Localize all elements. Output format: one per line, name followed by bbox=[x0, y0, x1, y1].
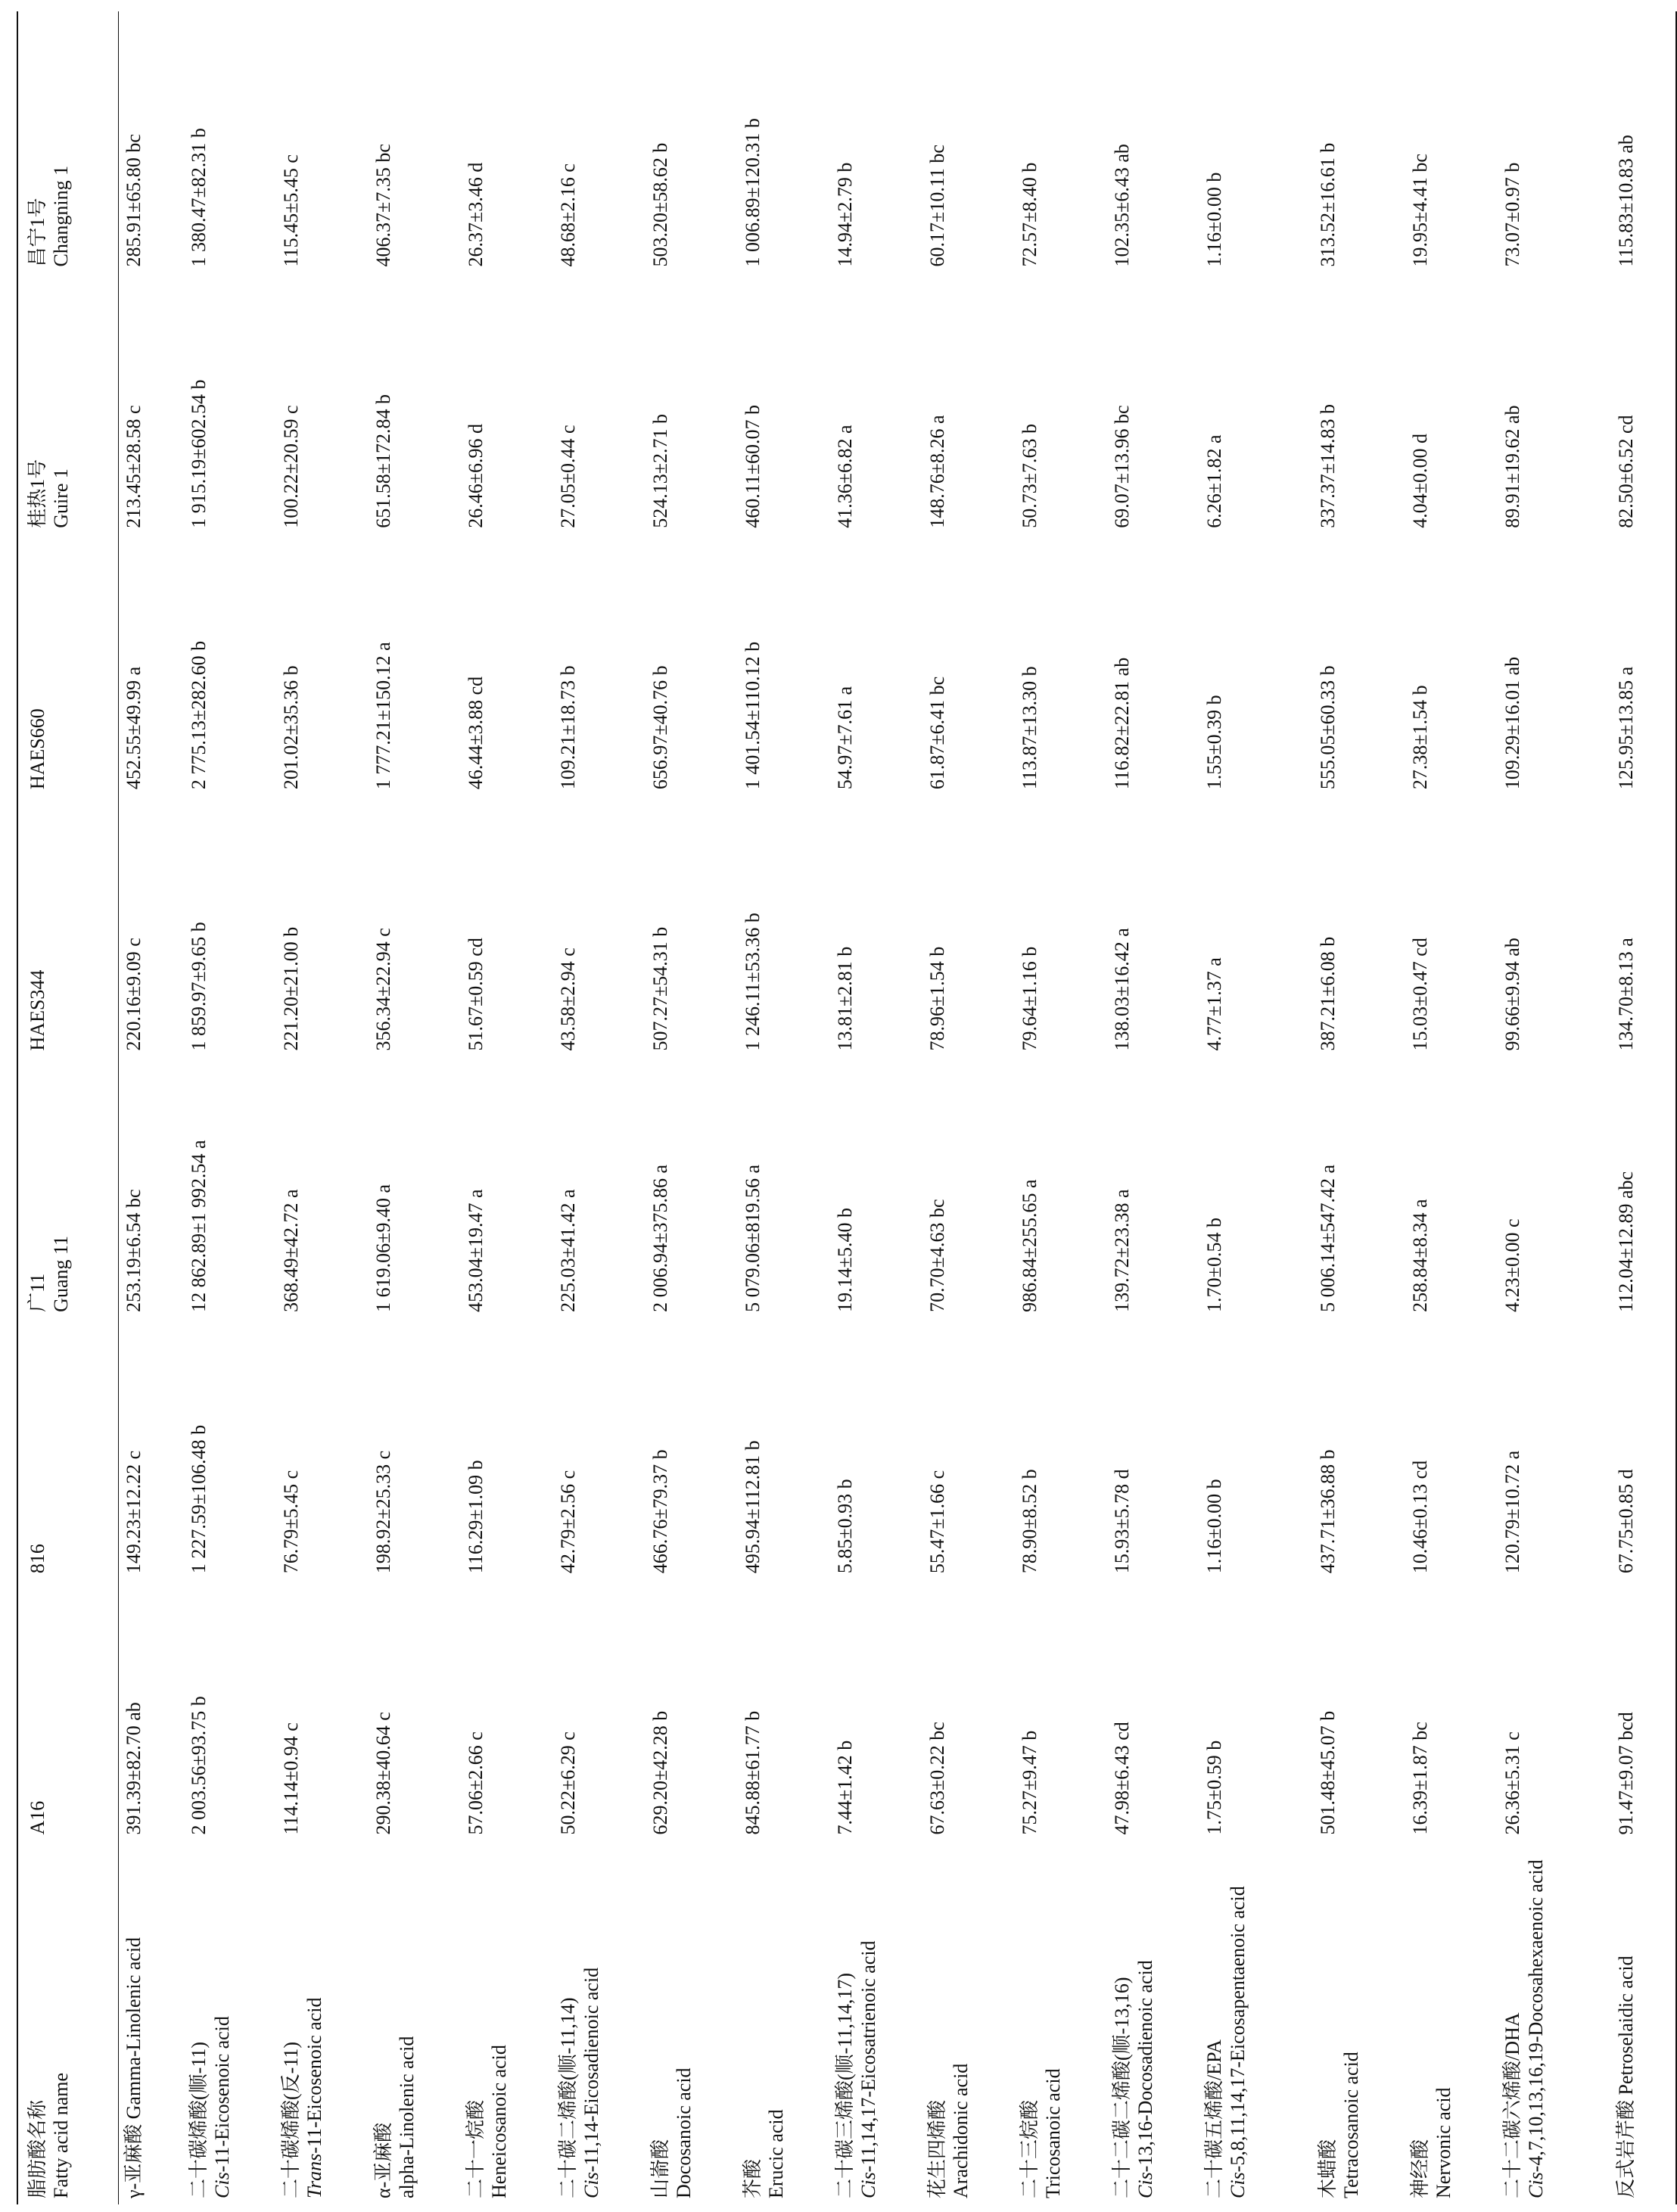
fatty-acid-name-cell bbox=[1313, 1841, 1405, 2204]
value-cell: 5 006.14±547.42 a bbox=[1316, 1165, 1339, 1312]
value-cell: 986.84±255.65 a bbox=[1018, 1179, 1041, 1312]
value-cell: 149.23±12.22 c bbox=[123, 1450, 145, 1574]
value-cell: 79.64±1.16 b bbox=[1018, 946, 1041, 1051]
fatty-acid-name-cell bbox=[184, 1841, 276, 2204]
value-cell: 290.38±40.64 c bbox=[372, 1712, 394, 1835]
fatty-acid-en-text: -11-Eicosenoic acid bbox=[303, 1997, 325, 2154]
fatty-acid-en-text: -11-Eicosenoic acid bbox=[210, 2016, 233, 2173]
value-cell: 387.21±6.08 b bbox=[1316, 936, 1339, 1051]
value-cell: 16.39±1.87 bc bbox=[1408, 1722, 1431, 1835]
table-row bbox=[1405, 11, 1498, 2204]
header-variety bbox=[17, 1318, 119, 1579]
fatty-acid-cn-name: 二十碳二烯酸(顺-11,14) bbox=[556, 1997, 579, 2198]
table-row bbox=[1498, 11, 1611, 2204]
value-cell: 57.06±2.66 c bbox=[464, 1731, 487, 1835]
value-cell: 5.85±0.93 b bbox=[833, 1479, 856, 1574]
value-cell: 7.44±1.42 b bbox=[833, 1740, 856, 1835]
table-row bbox=[1313, 11, 1405, 2204]
header-variety bbox=[17, 11, 119, 272]
fatty-acid-cn-name: 二十碳三烯酸(顺-11,14,17) bbox=[833, 1972, 856, 2198]
fatty-acid-en-name bbox=[1432, 1847, 1455, 2198]
fatty-acid-en-name bbox=[1524, 1847, 1548, 2198]
header-cn-label: 桂热1号 bbox=[26, 459, 48, 528]
value-cell: 1 915.19±602.54 b bbox=[187, 379, 210, 528]
value-cell: 2 775.13±282.60 b bbox=[187, 640, 210, 790]
value-cell: 1.70±0.54 b bbox=[1203, 1218, 1225, 1312]
value-cell: 50.22±6.29 c bbox=[556, 1731, 579, 1835]
fatty-acid-en-text: -13,16-Docosadienoic acid bbox=[1134, 1960, 1156, 2173]
header-cn-label: 昌宁1号 bbox=[26, 198, 48, 267]
fatty-acid-name-cell bbox=[461, 1841, 553, 2204]
fatty-acid-en-text: Arachidonic acid bbox=[949, 2063, 972, 2198]
fatty-acid-cn-name: 二十二碳二烯酸(顺-13,16) bbox=[1110, 1977, 1133, 2198]
header-en-label: Guire 1 bbox=[50, 468, 72, 528]
table-row bbox=[923, 11, 1015, 2204]
value-cell: 466.76±79.37 b bbox=[649, 1449, 671, 1574]
value-cell: 253.19±6.54 bc bbox=[123, 1189, 145, 1312]
fatty-acid-name-cell bbox=[646, 1841, 738, 2204]
table-row bbox=[646, 11, 738, 2204]
value-cell: 27.38±1.54 b bbox=[1408, 685, 1431, 790]
table-row bbox=[276, 11, 369, 2204]
value-cell: 67.63±0.22 bc bbox=[926, 1722, 948, 1835]
table-row bbox=[119, 11, 184, 2204]
fatty-acid-name-cell bbox=[553, 1841, 646, 2204]
header-cn-label: 广11 bbox=[26, 1273, 48, 1312]
fatty-acid-isomer-prefix: Cis bbox=[210, 2172, 233, 2198]
header-variety bbox=[17, 1056, 119, 1318]
value-cell: 60.17±10.11 bc bbox=[926, 145, 948, 267]
value-cell: 1.16±0.00 b bbox=[1203, 1479, 1225, 1574]
value-cell: 26.37±3.46 d bbox=[464, 162, 487, 267]
table-header-row bbox=[17, 11, 119, 2204]
value-cell: 845.88±61.77 b bbox=[741, 1710, 764, 1835]
value-cell: 6.26±1.82 a bbox=[1203, 434, 1225, 528]
table-row bbox=[553, 11, 646, 2204]
fatty-acid-cn-name: 二十碳烯酸(顺-11) bbox=[187, 2041, 210, 2198]
value-cell: 116.29±1.09 b bbox=[464, 1460, 487, 1574]
header-en-label: Guang 11 bbox=[50, 1235, 72, 1312]
value-cell: 73.07±0.97 b bbox=[1501, 162, 1523, 267]
value-cell: 102.35±6.43 ab bbox=[1110, 144, 1133, 267]
value-cell: 337.37±14.83 b bbox=[1316, 404, 1339, 528]
table-row bbox=[1611, 11, 1676, 2204]
value-cell: 112.04±12.89 abc bbox=[1611, 1056, 1676, 1318]
fatty-acid-name-cell bbox=[1107, 1841, 1199, 2204]
value-cell: 1 006.89±120.31 b bbox=[741, 118, 764, 267]
value-cell: 19.14±5.40 b bbox=[833, 1208, 856, 1312]
fatty-acid-isomer-prefix: Cis bbox=[857, 2172, 879, 2198]
value-cell: 201.02±35.36 b bbox=[279, 665, 302, 790]
value-cell: 4.77±1.37 a bbox=[1203, 957, 1225, 1051]
value-cell: 116.82±22.81 ab bbox=[1110, 657, 1133, 790]
value-cell: 460.11±60.07 b bbox=[741, 404, 764, 528]
fatty-acid-en-name bbox=[1226, 1847, 1249, 2198]
value-cell: 12 862.89±1 992.54 a bbox=[187, 1140, 210, 1312]
value-cell: 437.71±36.88 b bbox=[1316, 1449, 1339, 1574]
fatty-acid-isomer-prefix: Trans bbox=[303, 2153, 325, 2198]
fatty-acid-cn-name: 山嵛酸 bbox=[649, 2139, 671, 2198]
fatty-acid-cn-name: 二十二碳六烯酸/DHA bbox=[1501, 2012, 1523, 2198]
fatty-acid-en-text: Erucic acid bbox=[764, 2109, 787, 2198]
value-cell: 61.87±6.41 bc bbox=[926, 676, 948, 790]
fatty-acid-cn-name: 反式岩芹酸 Petroselaidic acid bbox=[1614, 1955, 1637, 2198]
value-cell: 67.75±0.85 d bbox=[1611, 1318, 1676, 1579]
value-cell: 285.91±65.80 bc bbox=[123, 134, 145, 267]
header-variety bbox=[17, 1579, 119, 1840]
fatty-acid-cn-name: α-亚麻酸 bbox=[372, 2122, 394, 2198]
fatty-acid-cn-name: 花生四烯酸 bbox=[926, 2099, 948, 2198]
value-cell: 51.67±0.59 cd bbox=[464, 938, 487, 1051]
fatty-acid-cn-name: 木蜡酸 bbox=[1316, 2139, 1339, 2198]
value-cell: 1.55±0.39 b bbox=[1203, 695, 1225, 790]
header-variety bbox=[17, 272, 119, 534]
value-cell: 42.79±2.56 c bbox=[556, 1470, 579, 1574]
table-row bbox=[461, 11, 553, 2204]
fatty-acid-cn-name: 二十碳五烯酸/EPA bbox=[1203, 2039, 1225, 2198]
fatty-acid-en-text: Docosanoic acid bbox=[672, 2067, 695, 2198]
fatty-acid-cn-name: 神经酸 bbox=[1408, 2139, 1431, 2198]
fatty-acid-isomer-prefix: Cis bbox=[1134, 2172, 1156, 2198]
value-cell: 113.87±13.30 b bbox=[1018, 666, 1041, 790]
table-row bbox=[1199, 11, 1313, 2204]
fatty-acid-en-text: Tricosanoic acid bbox=[1041, 2068, 1064, 2198]
fatty-acid-en-name bbox=[487, 1847, 511, 2198]
value-cell: 76.79±5.45 c bbox=[279, 1470, 302, 1574]
fatty-acid-cn-name: 芥酸 bbox=[741, 2158, 764, 2198]
header-cn-label: HAES660 bbox=[26, 708, 48, 790]
value-cell: 78.90±8.52 b bbox=[1018, 1469, 1041, 1574]
table-row bbox=[1107, 11, 1199, 2204]
value-cell: 54.97±7.61 a bbox=[833, 686, 856, 790]
value-cell: 120.79±10.72 a bbox=[1501, 1450, 1523, 1574]
value-cell: 4.23±0.00 c bbox=[1501, 1218, 1523, 1312]
value-cell: 555.05±60.33 b bbox=[1316, 665, 1339, 790]
value-cell: 213.45±28.58 c bbox=[123, 405, 145, 528]
value-cell: 75.27±9.47 b bbox=[1018, 1730, 1041, 1835]
table-body bbox=[119, 11, 1676, 2204]
value-cell: 1.75±0.59 b bbox=[1203, 1740, 1225, 1835]
value-cell: 1 401.54±110.12 b bbox=[741, 641, 764, 790]
value-cell: 55.47±1.66 c bbox=[926, 1470, 948, 1574]
fatty-acid-en-name bbox=[672, 1847, 695, 2198]
fatty-acid-en-name bbox=[857, 1847, 880, 2198]
fatty-acid-cn-name: γ-亚麻酸 Gamma-Linolenic acid bbox=[123, 1937, 145, 2198]
value-cell: 258.84±8.34 a bbox=[1408, 1199, 1431, 1312]
value-cell: 495.94±112.81 b bbox=[741, 1440, 764, 1574]
table-row bbox=[1015, 11, 1107, 2204]
value-cell: 134.70±8.13 a bbox=[1611, 795, 1676, 1056]
value-cell: 524.13±2.71 b bbox=[649, 414, 671, 528]
value-cell: 139.72±23.38 a bbox=[1110, 1189, 1133, 1312]
value-cell: 99.66±9.94 ab bbox=[1501, 938, 1523, 1051]
fatty-acid-en-text: alpha-Linolenic acid bbox=[395, 2036, 418, 2198]
fatty-acid-name-cell bbox=[738, 1841, 830, 2204]
header-cn-label: HAES344 bbox=[26, 969, 48, 1051]
value-cell: 368.49±42.72 a bbox=[279, 1189, 302, 1312]
value-cell: 221.20±21.00 b bbox=[279, 926, 302, 1051]
value-cell: 26.36±5.31 c bbox=[1501, 1731, 1523, 1835]
value-cell: 1 380.47±82.31 b bbox=[187, 128, 210, 267]
value-cell: 507.27±54.31 b bbox=[649, 926, 671, 1051]
value-cell: 4.04±0.00 d bbox=[1408, 434, 1431, 528]
fatty-acid-en-name bbox=[949, 1847, 972, 2198]
fatty-acid-en-name bbox=[764, 1847, 788, 2198]
fatty-acid-en-text: -5,8,11,14,17-Eicosapentaenoic acid bbox=[1226, 1886, 1249, 2173]
value-cell: 26.46±6.96 d bbox=[464, 424, 487, 528]
header-cn-label: 脂肪酸名称 bbox=[26, 2099, 48, 2198]
fatty-acid-isomer-prefix: Cis bbox=[580, 2172, 602, 2198]
value-cell: 452.55±49.99 a bbox=[123, 666, 145, 790]
value-cell: 1 227.59±106.48 b bbox=[187, 1424, 210, 1574]
value-cell: 114.14±0.94 c bbox=[279, 1722, 302, 1835]
table-row bbox=[369, 11, 461, 2204]
header-en-label: Fatty acid name bbox=[50, 2072, 72, 2198]
value-cell: 78.96±1.54 b bbox=[926, 946, 948, 1051]
value-cell: 651.58±172.84 b bbox=[372, 394, 394, 528]
value-cell: 125.95±13.85 a bbox=[1611, 534, 1676, 795]
value-cell: 15.03±0.47 cd bbox=[1408, 938, 1431, 1051]
fatty-acid-table bbox=[17, 11, 1677, 2204]
header-en-label: Changning 1 bbox=[50, 165, 72, 267]
value-cell: 89.91±19.62 ab bbox=[1501, 405, 1523, 528]
value-cell: 50.73±7.63 b bbox=[1018, 424, 1041, 528]
fatty-acid-en-name bbox=[1339, 1847, 1363, 2198]
fatty-acid-cn-name: 二十碳烯酸(反-11) bbox=[279, 2041, 302, 2198]
fatty-acid-en-name bbox=[580, 1847, 603, 2198]
value-cell: 501.48±45.07 b bbox=[1316, 1710, 1339, 1835]
table-row bbox=[738, 11, 830, 2204]
fatty-acid-isomer-prefix: Cis bbox=[1226, 2172, 1249, 2198]
value-cell: 656.97±40.76 b bbox=[649, 665, 671, 790]
value-cell: 1 777.21±150.12 a bbox=[372, 642, 394, 790]
value-cell: 14.94±2.79 b bbox=[833, 162, 856, 267]
value-cell: 1 619.06±9.40 a bbox=[372, 1184, 394, 1312]
fatty-acid-name-cell bbox=[830, 1841, 923, 2204]
fatty-acid-en-text: -11,14-Eicosadienoic acid bbox=[580, 1967, 602, 2173]
fatty-acid-isomer-prefix: Cis bbox=[1524, 2172, 1547, 2198]
value-cell: 5 079.06±819.56 a bbox=[741, 1165, 764, 1312]
value-cell: 115.45±5.45 c bbox=[279, 154, 302, 267]
value-cell: 19.95±4.41 bc bbox=[1408, 154, 1431, 267]
value-cell: 15.93±5.78 d bbox=[1110, 1469, 1133, 1574]
value-cell: 629.20±42.28 b bbox=[649, 1710, 671, 1835]
fatty-acid-name-cell bbox=[923, 1841, 1015, 2204]
fatty-acid-en-name bbox=[395, 1847, 418, 2198]
fatty-acid-en-name bbox=[1041, 1847, 1065, 2198]
fatty-acid-name-cell bbox=[369, 1841, 461, 2204]
value-cell: 138.03±16.42 a bbox=[1110, 928, 1133, 1051]
fatty-acid-name-cell bbox=[1015, 1841, 1107, 2204]
fatty-acid-en-text: Tetracosanoic acid bbox=[1339, 2052, 1362, 2198]
header-cn-label: 816 bbox=[26, 1544, 48, 1574]
value-cell: 356.34±22.94 c bbox=[372, 928, 394, 1051]
fatty-acid-name-cell bbox=[1405, 1841, 1498, 2204]
value-cell: 27.05±0.44 c bbox=[556, 425, 579, 528]
value-cell: 13.81±2.81 b bbox=[833, 946, 856, 1051]
fatty-acid-en-name bbox=[210, 1847, 234, 2198]
value-cell: 453.04±19.47 a bbox=[464, 1189, 487, 1312]
value-cell: 2 003.56±93.75 b bbox=[187, 1696, 210, 1835]
value-cell: 100.22±20.59 c bbox=[279, 405, 302, 528]
value-cell: 47.98±6.43 cd bbox=[1110, 1722, 1133, 1835]
value-cell: 43.58±2.94 c bbox=[556, 947, 579, 1051]
value-cell: 10.46±0.13 cd bbox=[1408, 1460, 1431, 1574]
value-cell: 220.16±9.09 c bbox=[123, 938, 145, 1051]
value-cell: 391.39±82.70 ab bbox=[123, 1702, 145, 1835]
value-cell: 1 246.11±53.36 b bbox=[741, 913, 764, 1051]
value-cell: 1.16±0.00 b bbox=[1203, 172, 1225, 267]
fatty-acid-en-text: Nervonic acid bbox=[1432, 2087, 1455, 2198]
table-row bbox=[830, 11, 923, 2204]
header-cn-label: A16 bbox=[26, 1800, 48, 1835]
fatty-acid-en-name bbox=[1134, 1847, 1157, 2198]
value-cell: 198.92±25.33 c bbox=[372, 1450, 394, 1574]
fatty-acid-name-cell bbox=[1611, 1841, 1676, 2204]
table-row bbox=[184, 11, 276, 2204]
value-cell: 1 859.97±9.65 b bbox=[187, 922, 210, 1051]
value-cell: 69.07±13.96 bc bbox=[1110, 405, 1133, 528]
value-cell: 46.44±3.88 cd bbox=[464, 676, 487, 790]
fatty-acid-en-name bbox=[303, 1847, 326, 2198]
value-cell: 91.47±9.07 bcd bbox=[1611, 1579, 1676, 1840]
value-cell: 115.83±10.83 ab bbox=[1611, 11, 1676, 272]
value-cell: 109.29±16.01 ab bbox=[1501, 656, 1523, 790]
value-cell: 225.03±41.42 a bbox=[556, 1189, 579, 1312]
header-variety bbox=[17, 534, 119, 795]
value-cell: 70.70±4.63 bc bbox=[926, 1199, 948, 1312]
value-cell: 313.52±16.61 b bbox=[1316, 142, 1339, 267]
value-cell: 406.37±7.35 bc bbox=[372, 144, 394, 267]
value-cell: 41.36±6.82 a bbox=[833, 425, 856, 528]
fatty-acid-name-cell bbox=[276, 1841, 369, 2204]
fatty-acid-name-cell bbox=[1199, 1841, 1313, 2204]
fatty-acid-en-text: -11,14,17-Eicosatrienoic acid bbox=[857, 1940, 879, 2173]
value-cell: 2 006.94±375.86 a bbox=[649, 1165, 671, 1312]
fatty-acid-en-text: Heneicosanoic acid bbox=[487, 2045, 510, 2198]
header-fatty-acid-name bbox=[17, 1841, 119, 2204]
fatty-acid-name-cell bbox=[119, 1841, 184, 2204]
value-cell: 48.68±2.16 c bbox=[556, 163, 579, 267]
fatty-acid-en-text: -4,7,10,13,16,19-Docosahexaenoic acid bbox=[1524, 1859, 1547, 2173]
value-cell: 72.57±8.40 b bbox=[1018, 162, 1041, 267]
fatty-acid-cn-name: 二十三烷酸 bbox=[1018, 2099, 1041, 2198]
fatty-acid-name-cell bbox=[1498, 1841, 1611, 2204]
fatty-acid-cn-name: 二十一烷酸 bbox=[464, 2099, 487, 2198]
value-cell: 109.21±18.73 b bbox=[556, 665, 579, 790]
header-variety bbox=[17, 795, 119, 1056]
value-cell: 148.76±8.26 a bbox=[926, 415, 948, 528]
value-cell: 503.20±58.62 b bbox=[649, 142, 671, 267]
value-cell: 82.50±6.52 cd bbox=[1611, 272, 1676, 534]
